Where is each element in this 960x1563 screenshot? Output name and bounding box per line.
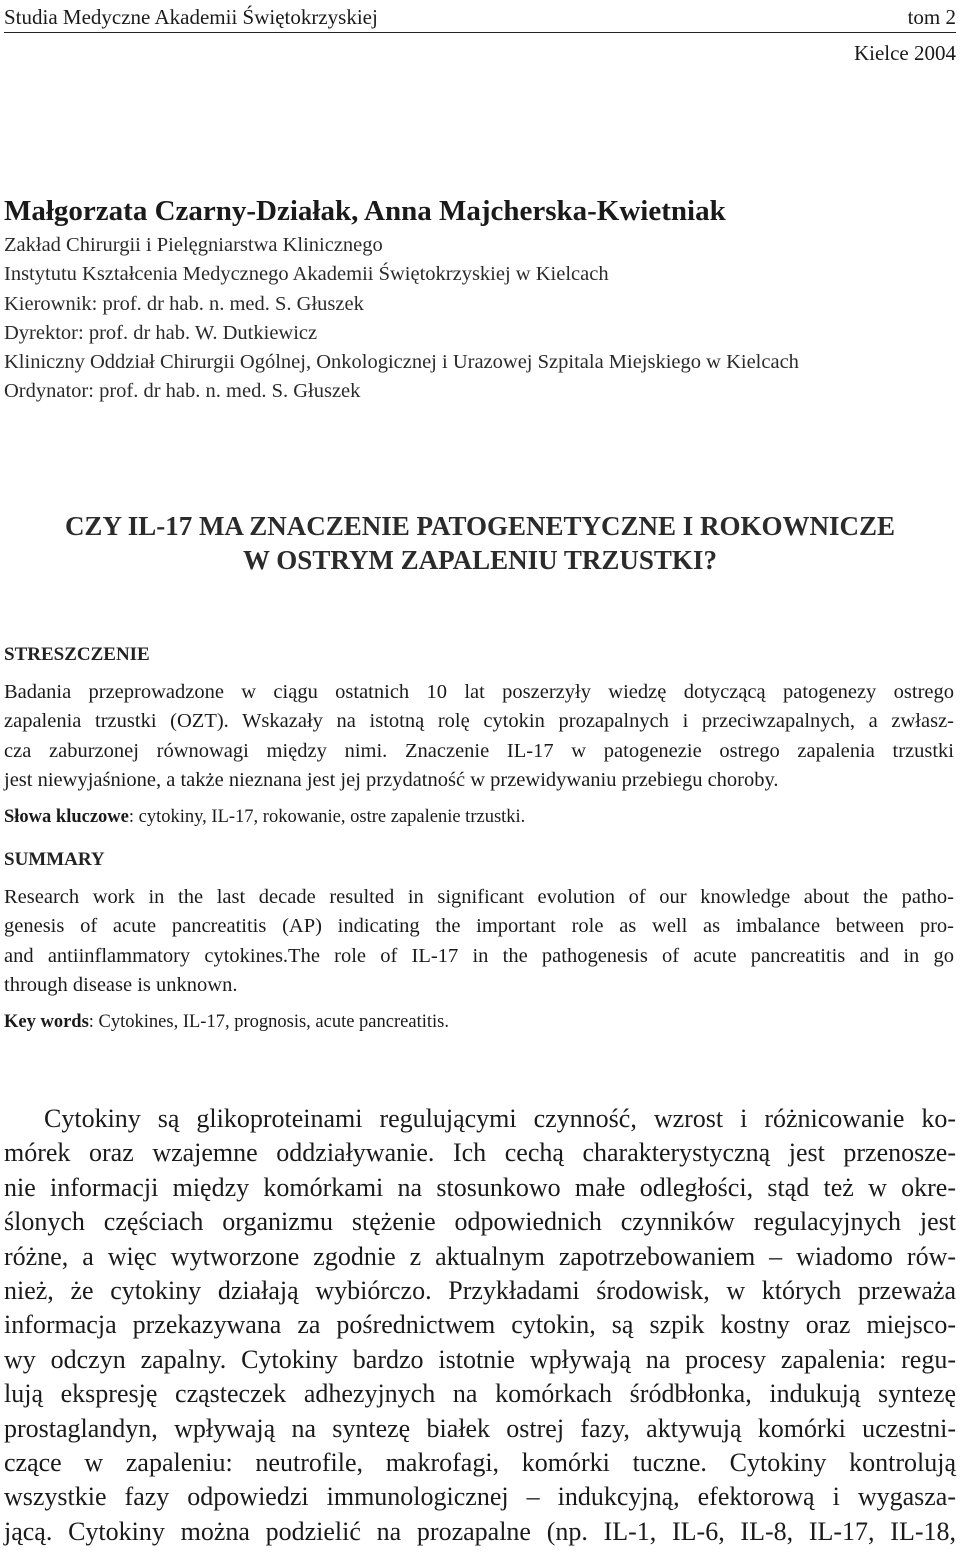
abstract-line: zapalenia trzustki (OZT). Wskazały na istotną rolę cytokin prozapalnych i przeciwzapalnych, a zwłasz- <box>4 710 954 733</box>
body-line: lują ekspresję cząsteczek adhezyjnych na komórkach śródbłonka, indukują syntezę <box>4 1379 956 1409</box>
body-line: czące w zapaleniu: neutrofile, makrofagi, komórki tuczne. Cytokiny kontrolują <box>4 1448 956 1478</box>
affiliations <box>4 231 954 407</box>
journal-name: Studia Medyczne Akademii Świętokrzyskiej <box>4 5 378 29</box>
abstract-line: Badania przeprowadzone w ciągu ostatnich 10 lat poszerzyły wiedzę dotyczącą patogenezy ostrego <box>4 681 954 703</box>
body-line: ślonych częściach organizmu stężenie odpowiednich czynników regulacyjnych jest <box>4 1207 956 1237</box>
body-line: nież, że cytokiny działają wybiórczo. Przykładami środowisk, w których przeważa <box>4 1276 956 1306</box>
abstract-line: genesis of acute pancreatitis (AP) indicating the important role as well as imbalance between pro- <box>4 915 954 938</box>
summary-heading: SUMMARY <box>4 849 105 870</box>
body-line: prostaglandyn, wpływają na syntezę białek ostrej fazy, aktywują komórki uczestni- <box>4 1413 956 1443</box>
body-line: jącą. Cytokiny można podzielić na prozapalne (np. IL-1, IL-6, IL-8, IL-17, IL-18, <box>4 1516 956 1546</box>
body-line: różne, a więc wytworzone zgodnie z aktualnym zapotrzebowaniem – wiadomo rów- <box>4 1241 956 1271</box>
abstract-line: Research work in the last decade resulted in significant evolution of our knowledge about the patho- <box>4 886 954 908</box>
abstract-line: and antiinflammatory cytokines.The role of IL-17 in the pathogenesis of acute pancreatitis and in go <box>4 944 954 967</box>
title-line: W OSTRYM ZAPALENIU TRZUSTKI? <box>243 545 717 575</box>
body-line: informacja przekazywana za pośrednictwem cytokin, są szpik kostny oraz miejsco- <box>4 1310 956 1340</box>
body-line: wy odczyn zapalny. Cytokiny bardzo istotnie wpływają na procesy zapalenia: regu- <box>4 1344 956 1374</box>
authors: Małgorzata Czarny-Działak, Anna Majcherska-Kwietniak <box>4 195 726 227</box>
abstract-line: jest niewyjaśnione, a także nieznana jest jej przydatność w przewidywaniu przebiegu choroby. <box>4 768 779 791</box>
body-line: Cytokiny są glikoproteinami regulującymi czynność, wzrost i różnicowanie ko- <box>44 1104 956 1133</box>
running-head <box>4 4 956 33</box>
affiliation-line: Kliniczny Oddział Chirurgii Ogólnej, Onkologicznej i Urazowej Szpitala Miejskiego w Kielcach <box>4 351 799 374</box>
streszczenie-text <box>4 678 954 795</box>
abstract-line: through disease is unknown. <box>4 973 238 996</box>
title-line: CZY IL-17 MA ZNACZENIE PATOGENETYCZNE I ROKOWNICZE <box>64 511 896 541</box>
affiliation-line: Ordynator: prof. dr hab. n. med. S. Głuszek <box>4 380 361 403</box>
volume-number: tom 2 <box>907 5 956 29</box>
keywords-label: Słowa kluczowe <box>4 807 129 827</box>
keywords-text: : cytokiny, IL-17, rokowanie, ostre zapalenie trzustki. <box>128 807 526 827</box>
body-line: nie informacji między komórkami na stosunkowo małe odległości, stąd też w okre- <box>4 1172 956 1202</box>
english-keywords <box>4 1010 449 1034</box>
affiliation-line: Dyrektor: prof. dr hab. W. Dutkiewicz <box>4 321 318 344</box>
affiliation-line: Kierownik: prof. dr hab. n. med. S. Głuszek <box>4 292 364 315</box>
abstract-line: cza zaburzonej równowagi między nimi. Znaczenie IL-17 w patogenezie ostrego zapalenia trzustki <box>4 739 954 762</box>
keywords-text: : Cytokines, IL-17, prognosis, acute pancreatitis. <box>88 1012 449 1032</box>
place-year: Kielce 2004 <box>853 41 956 65</box>
affiliation-line: Instytutu Kształcenia Medycznego Akademii Świętokrzyskiej w Kielcach <box>4 263 609 286</box>
body-line: mórek oraz wzajemne oddziaływanie. Ich cechą charakterystyczną jest przenosze- <box>4 1138 956 1168</box>
affiliation-line: Zakład Chirurgii i Pielęgniarstwa Klinicznego <box>4 234 383 256</box>
summary-text <box>4 883 954 1000</box>
keywords-label: Key words <box>4 1012 89 1032</box>
body-paragraph <box>4 1102 956 1549</box>
body-line: wszystkie fazy odpowiedzi immunologicznej – indukcyjną, efektorową i wygasza- <box>4 1482 956 1512</box>
streszczenie-heading: STRESZCZENIE <box>4 644 150 665</box>
article-title <box>0 509 960 577</box>
polish-keywords <box>4 805 525 829</box>
